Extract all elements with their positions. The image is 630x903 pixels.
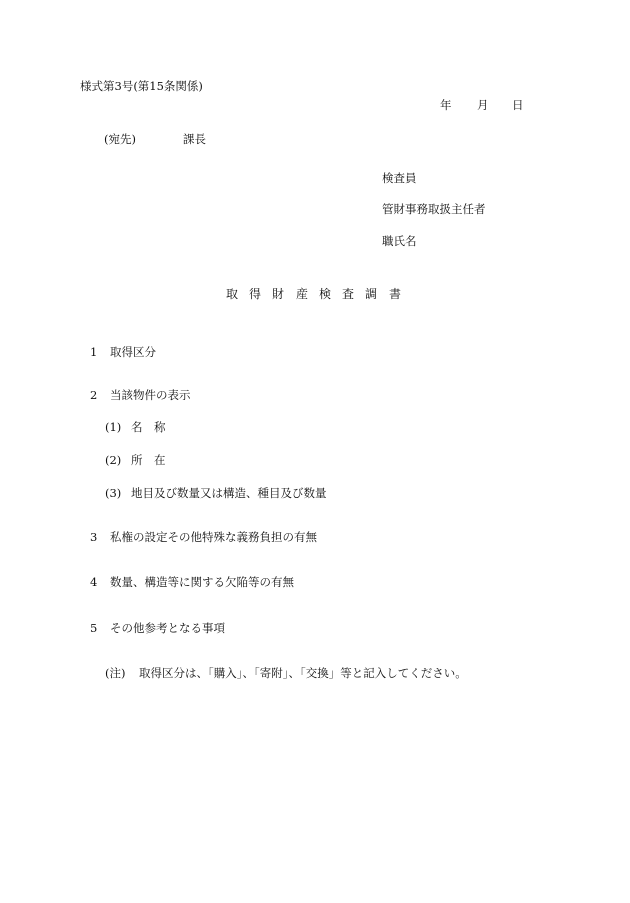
note-text: 取得区分は、「購入」、「寄附」、「交換」等と記入してください。 [139, 666, 467, 680]
section-2 [90, 390, 191, 402]
title-char: 調 [365, 287, 378, 301]
section-number: 2 [90, 388, 98, 402]
item-label: 名 称 [131, 420, 166, 434]
section-number: 1 [90, 345, 98, 359]
title-char: 取 [226, 287, 239, 301]
signer-manager: 管財事務取扱主任者 [382, 202, 486, 216]
section-label: 数量、構造等に関する欠陥等の有無 [110, 575, 294, 589]
title-char: 財 [272, 287, 285, 301]
item-label: 所 在 [131, 453, 166, 467]
section-3 [90, 532, 317, 544]
section-1 [90, 347, 156, 359]
title-char: 書 [389, 287, 402, 301]
section-5 [90, 623, 225, 635]
title-char: 得 [249, 287, 262, 301]
date-month-label: 月 [477, 98, 489, 112]
section-number: 3 [90, 530, 98, 544]
signer-position-name: 職氏名 [382, 234, 417, 248]
section-number: 4 [90, 575, 98, 589]
addressee-title: 課長 [183, 132, 206, 146]
section-label: 私権の設定その他特殊な義務負担の有無 [110, 530, 317, 544]
form-label: 様式第3号(第15条関係) [80, 79, 203, 93]
section-label: 取得区分 [110, 345, 156, 359]
item-number: (3) [105, 486, 122, 500]
section-4 [90, 577, 294, 589]
title-char: 査 [342, 287, 355, 301]
item-number: (2) [105, 453, 122, 467]
section-label: 当該物件の表示 [110, 388, 191, 402]
title-char: 検 [319, 287, 332, 301]
note [105, 668, 467, 680]
section-2-item-3 [105, 488, 327, 500]
item-number: (1) [105, 420, 122, 434]
date-year-label: 年 [440, 98, 452, 112]
note-prefix: (注) [105, 666, 126, 680]
title-char: 産 [296, 287, 309, 301]
date-day-label: 日 [512, 98, 524, 112]
section-label: その他参考となる事項 [110, 621, 225, 635]
addressee-prefix: (宛先) [104, 132, 136, 146]
signer-inspector: 検査員 [382, 171, 417, 185]
section-number: 5 [90, 621, 98, 635]
section-2-item-2 [105, 455, 166, 467]
section-2-item-1 [105, 422, 166, 434]
item-label: 地目及び数量又は構造、種目及び数量 [131, 486, 327, 500]
